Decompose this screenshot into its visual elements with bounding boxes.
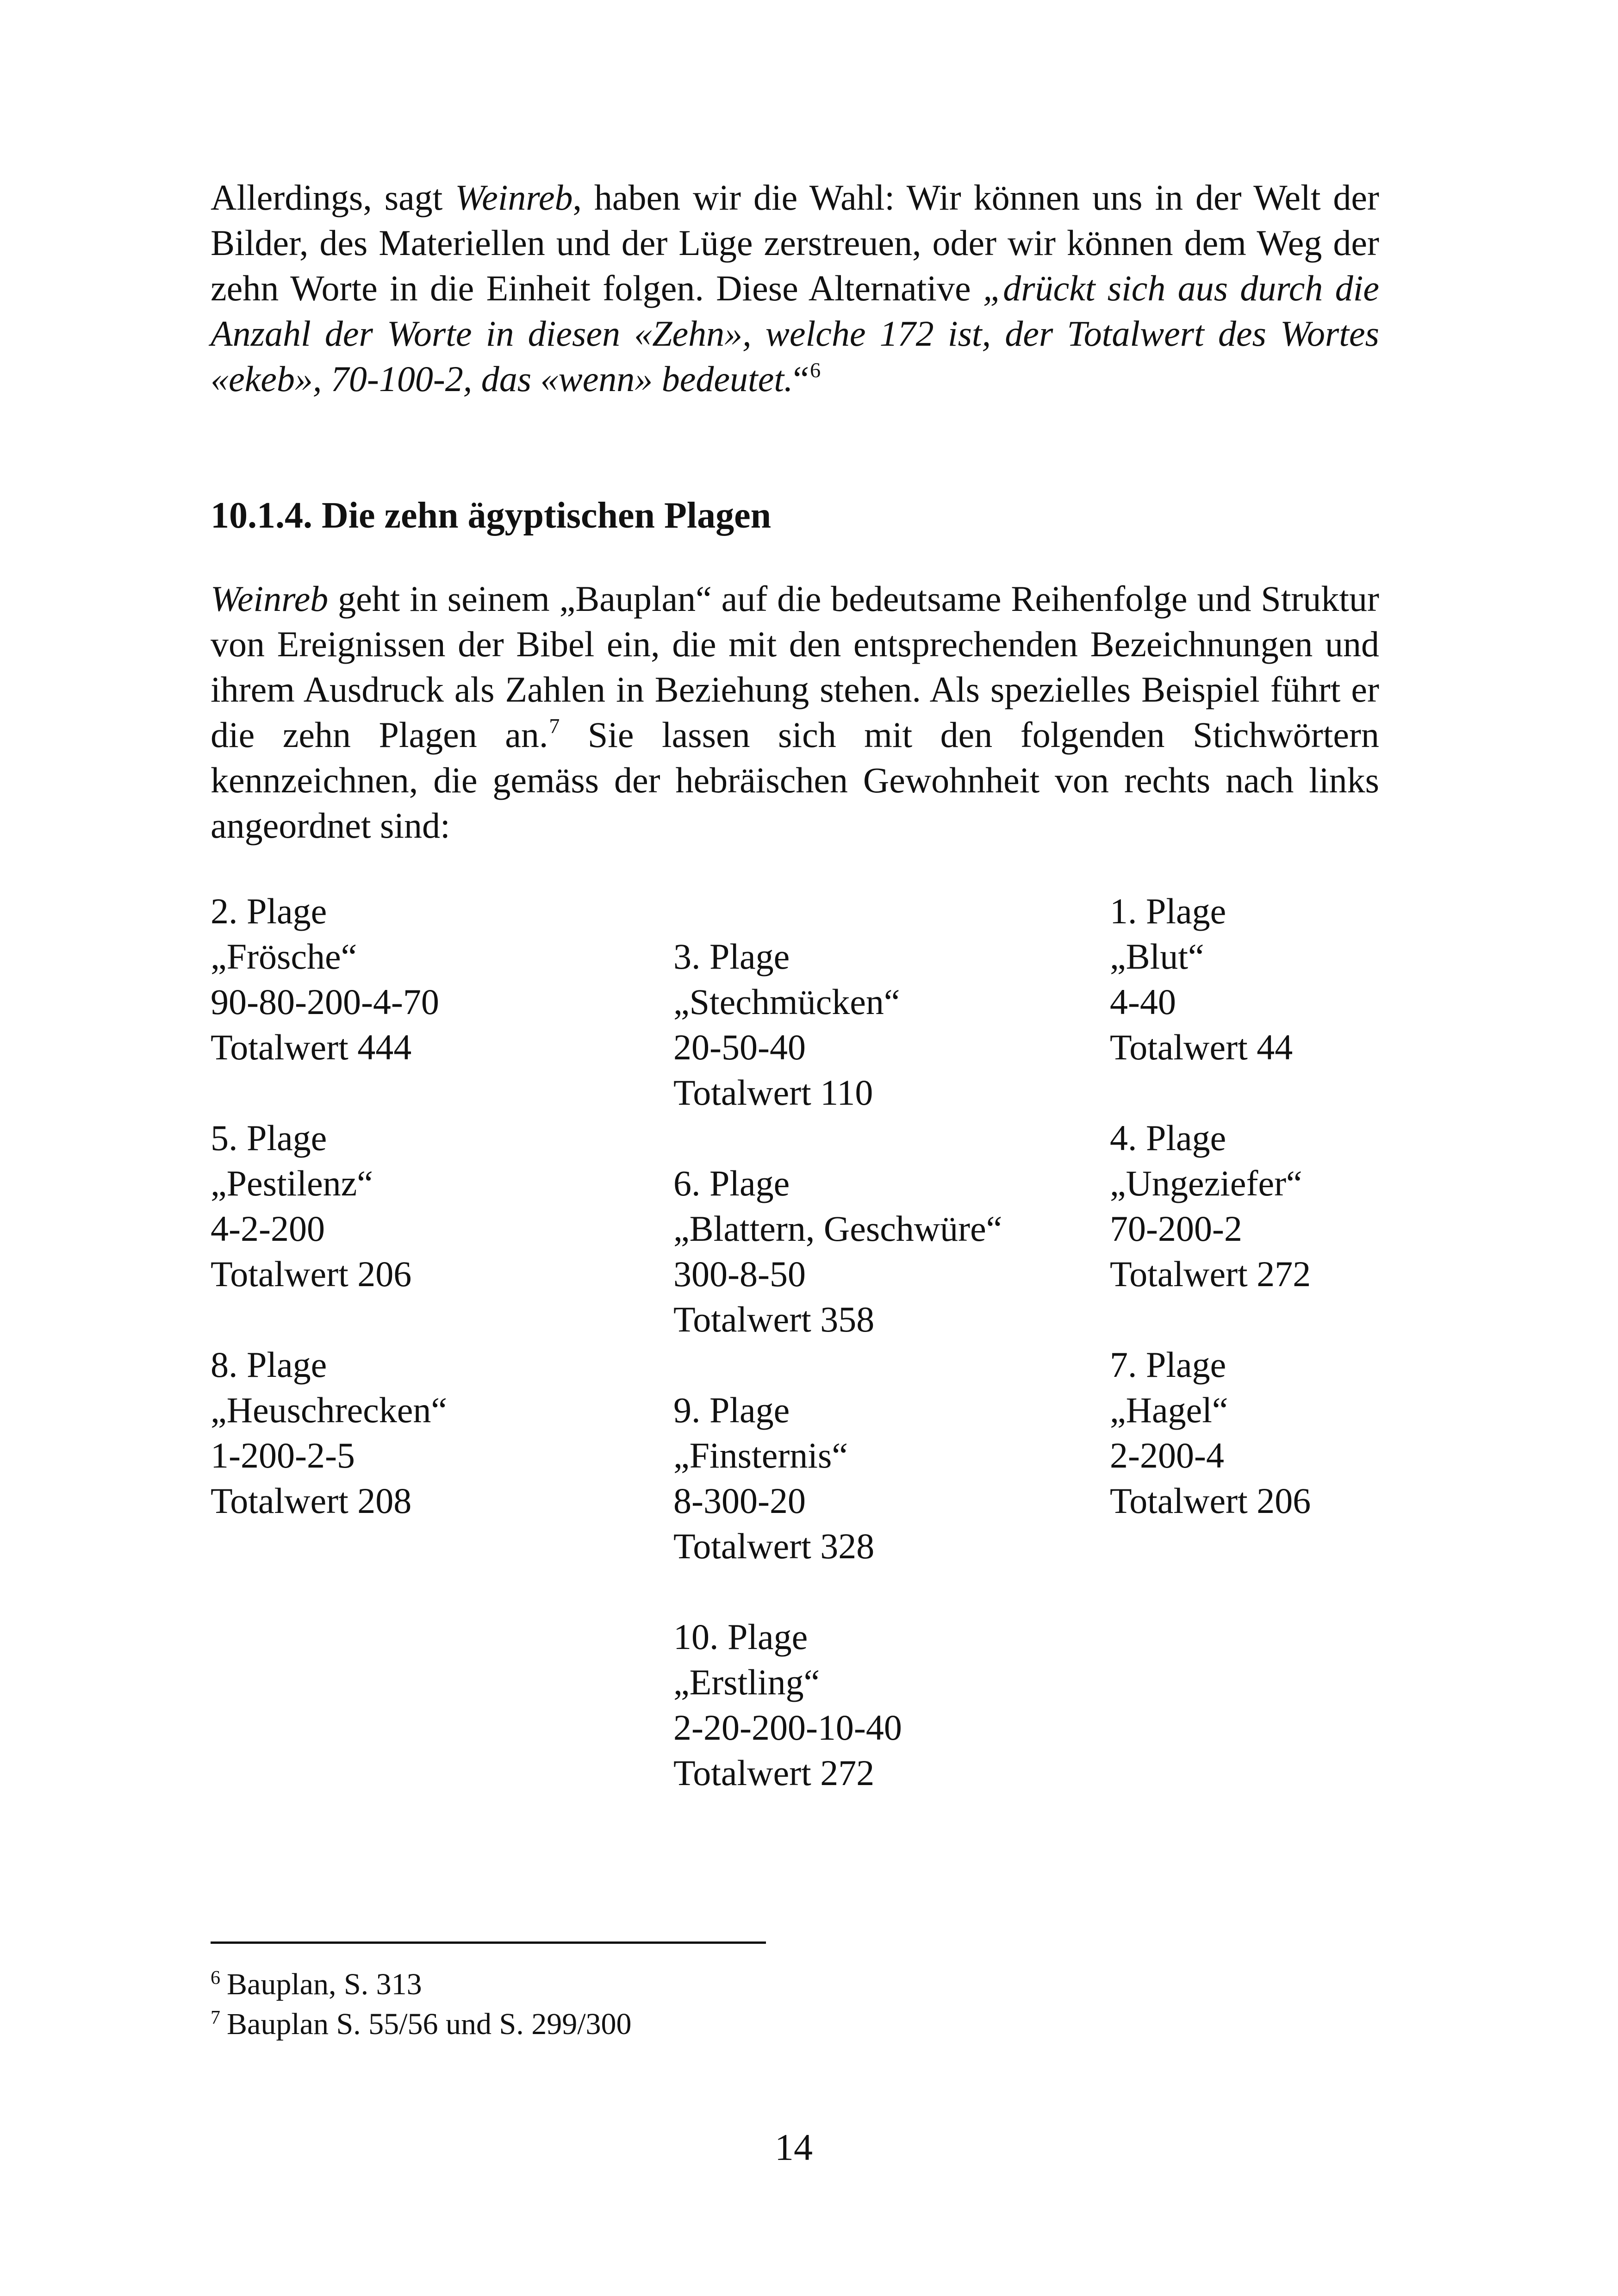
plague-name: „Frösche“ bbox=[211, 936, 357, 977]
footnote-number: 7 bbox=[211, 2007, 220, 2028]
plague-block-1 bbox=[1110, 889, 1293, 1070]
plague-total: Totalwert 206 bbox=[1110, 1481, 1311, 1521]
footnote-divider bbox=[211, 1941, 766, 1944]
plague-name: „Blut“ bbox=[1110, 936, 1204, 977]
plague-label: 4. Plage bbox=[1110, 1118, 1226, 1158]
footnote-number: 6 bbox=[211, 1967, 220, 1989]
plague-label: 2. Plage bbox=[211, 891, 327, 931]
quotation-close: “ bbox=[793, 359, 809, 399]
plague-block-9 bbox=[673, 1388, 874, 1569]
plague-block-10 bbox=[673, 1614, 902, 1796]
plague-label: 6. Plage bbox=[673, 1163, 790, 1203]
plague-name: „Finsternis“ bbox=[673, 1435, 848, 1475]
page-number: 14 bbox=[775, 2126, 813, 2168]
paragraph-intro bbox=[211, 175, 1379, 402]
plague-block-6 bbox=[673, 1161, 1002, 1342]
plague-letter-values: 4-2-200 bbox=[211, 1208, 325, 1249]
plague-label: 9. Plage bbox=[673, 1390, 790, 1430]
footnote-6 bbox=[211, 1965, 422, 2004]
plague-total: Totalwert 208 bbox=[211, 1481, 412, 1521]
paragraph-intro-text-1: Allerdings, sagt bbox=[211, 177, 455, 218]
footnote-text: Bauplan S. 55/56 und S. 299/300 bbox=[227, 2007, 632, 2041]
plague-total: Totalwert 110 bbox=[673, 1072, 873, 1113]
plague-label: 7. Plage bbox=[1110, 1344, 1226, 1385]
footnote-ref-7: 7 bbox=[549, 714, 560, 738]
plague-letter-values: 4-40 bbox=[1110, 982, 1176, 1022]
footnote-7 bbox=[211, 2004, 632, 2044]
plague-total: Totalwert 272 bbox=[1110, 1254, 1311, 1294]
paragraph-plagues-text-2: Sie lassen sich mit den folgenden Stichwörtern kennzeichnen, die gemäss der hebräischen Gewohnheit von rechts nach links angeordnet sind: bbox=[211, 715, 1379, 846]
author-name: Weinreb bbox=[455, 177, 573, 218]
plague-label: 10. Plage bbox=[673, 1617, 808, 1657]
quotation: „drückt sich aus durch die Anzahl der Worte in diesen «Zehn», welche 172 ist, der Totalwert des Wortes «ekeb», 70-100-2, das «wenn» bedeutet. bbox=[211, 268, 1379, 399]
plague-name: „Pestilenz“ bbox=[211, 1163, 373, 1203]
plague-total: Totalwert 358 bbox=[673, 1299, 875, 1339]
plague-name: „Ungeziefer“ bbox=[1110, 1163, 1302, 1203]
plague-name: „Hagel“ bbox=[1110, 1390, 1228, 1430]
plague-total: Totalwert 328 bbox=[673, 1526, 875, 1566]
plague-label: 3. Plage bbox=[673, 936, 790, 977]
plague-label: 5. Plage bbox=[211, 1118, 327, 1158]
paragraph-plagues bbox=[211, 576, 1379, 848]
plague-letter-values: 300-8-50 bbox=[673, 1254, 806, 1294]
paragraph-intro-text-2: , haben wir die Wahl: Wir können uns in der Welt der Bilder, des Materiellen und der Lüge zerstreuen, oder wir können dem Weg der zehn Worte in die Einheit folgen. Diese Alternative bbox=[211, 177, 1379, 308]
plague-block-3 bbox=[673, 934, 900, 1115]
footnote-text: Bauplan, S. 313 bbox=[227, 1967, 422, 2001]
plague-label: 1. Plage bbox=[1110, 891, 1226, 931]
plague-letter-values: 2-200-4 bbox=[1110, 1435, 1224, 1475]
plague-total: Totalwert 44 bbox=[1110, 1027, 1293, 1067]
plague-block-5 bbox=[211, 1115, 411, 1297]
plague-letter-values: 90-80-200-4-70 bbox=[211, 982, 439, 1022]
plague-letter-values: 8-300-20 bbox=[673, 1481, 806, 1521]
plague-letter-values: 20-50-40 bbox=[673, 1027, 806, 1067]
footnote-ref-6: 6 bbox=[810, 358, 821, 382]
plague-total: Totalwert 444 bbox=[211, 1027, 412, 1067]
plague-letter-values: 1-200-2-5 bbox=[211, 1435, 355, 1475]
plague-name: „Stechmücken“ bbox=[673, 982, 900, 1022]
plague-name: „Erstling“ bbox=[673, 1662, 820, 1702]
plague-letter-values: 2-20-200-10-40 bbox=[673, 1707, 902, 1748]
plague-total: Totalwert 206 bbox=[211, 1254, 412, 1294]
paragraph-plagues-text-1: geht in seinem „Bauplan“ auf die bedeutsame Reihenfolge und Struktur von Ereignissen der Bibel ein, die mit den entsprechenden Bezeichnungen und ihrem Ausdruck als Zahlen in Beziehung stehen. Als spezielles Beispiel führt er die zehn Plagen an. bbox=[211, 579, 1379, 755]
plague-label: 8. Plage bbox=[211, 1344, 327, 1385]
author-name: Weinreb bbox=[211, 579, 329, 619]
plague-block-7 bbox=[1110, 1342, 1311, 1524]
plague-letter-values: 70-200-2 bbox=[1110, 1208, 1242, 1249]
plague-total: Totalwert 272 bbox=[673, 1753, 875, 1793]
plague-name: „Heuschrecken“ bbox=[211, 1390, 447, 1430]
plague-block-8 bbox=[211, 1342, 447, 1524]
plague-block-2 bbox=[211, 889, 439, 1070]
section-heading: 10.1.4. Die zehn ägyptischen Plagen bbox=[211, 495, 772, 536]
plague-name: „Blattern, Geschwüre“ bbox=[673, 1208, 1002, 1249]
plague-block-4 bbox=[1110, 1115, 1311, 1297]
